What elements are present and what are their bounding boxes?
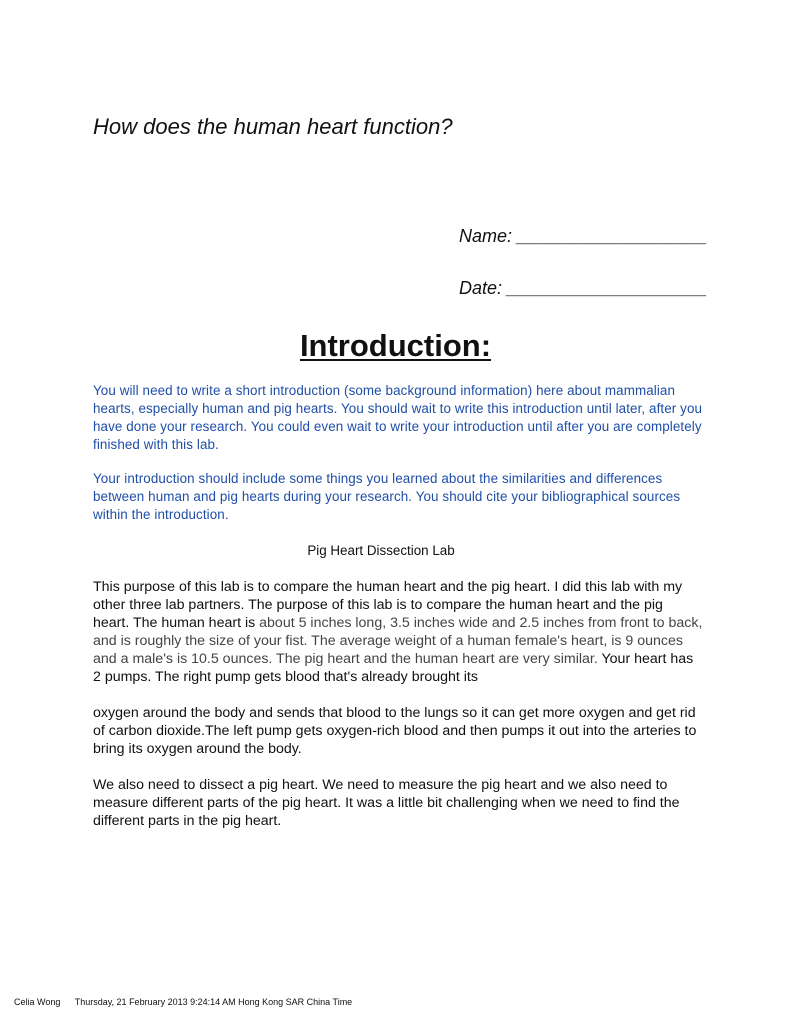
lab-paragraph-1-part-b: about 5 inches long, 3.5 inches wide and 2.5 inches from front to back, and is roughly the size of your fist. The average weight of a human female's heart, is 9 ounces and a male's is 10.5 ounces. The pig heart and the human heart are very similar. xyxy=(93,615,703,667)
lab-paragraph-1-part-c: Your heart has 2 pumps. The right pump gets blood that's already brought its xyxy=(93,651,694,685)
date-field: Date: ____________________ xyxy=(459,278,708,298)
lab-paragraph-3: We also need to dissect a pig heart. We need to measure the pig heart and we also need to measure different parts of the pig heart. It was a little bit challenging when we need to find the different parts in the pig heart. xyxy=(93,777,680,829)
lab-paragraph-1-part-a: This purpose of this lab is to compare the human heart and the pig heart. I did this lab with my other three lab partners. The purpose of this lab is to compare the human heart and the pig heart. The human heart is xyxy=(93,579,683,631)
footer-author: Celia Wong xyxy=(14,997,61,1007)
introduction-heading xyxy=(0,326,791,366)
instruction-text-1: You will need to write a short introduction (some background information) here about mammalian hearts, especially human and pig hearts. You should wait to write this introduction until later, after you have done your research. You could even wait to write your introduction until after you are completely finished with this lab. xyxy=(93,383,703,452)
footer-timestamp: Thursday, 21 February 2013 9:24:14 AM Hong Kong SAR China Time xyxy=(74,997,353,1007)
instruction-paragraph-2 xyxy=(93,470,703,524)
name-field: Name: ___________________ xyxy=(459,226,708,246)
document-title: How does the human heart function? xyxy=(93,114,453,139)
lab-paragraph-2: oxygen around the body and sends that blood to the lungs so it can get more oxygen and get rid of carbon dioxide.The left pump gets oxygen-rich blood and then pumps it out into the arteries to bring its oxygen around the body. xyxy=(93,705,697,757)
instruction-text-2: Your introduction should include some things you learned about the similarities and differences between human and pig hearts during your research. You should cite your bibliographical sources within the introduction. xyxy=(93,471,681,522)
introduction-heading-text: Introduction: xyxy=(299,328,492,363)
page-footer xyxy=(14,996,352,1008)
lab-paragraph-1 xyxy=(93,578,703,686)
lab-title: Pig Heart Dissection Lab xyxy=(307,543,455,558)
instruction-paragraph-1 xyxy=(93,382,703,454)
